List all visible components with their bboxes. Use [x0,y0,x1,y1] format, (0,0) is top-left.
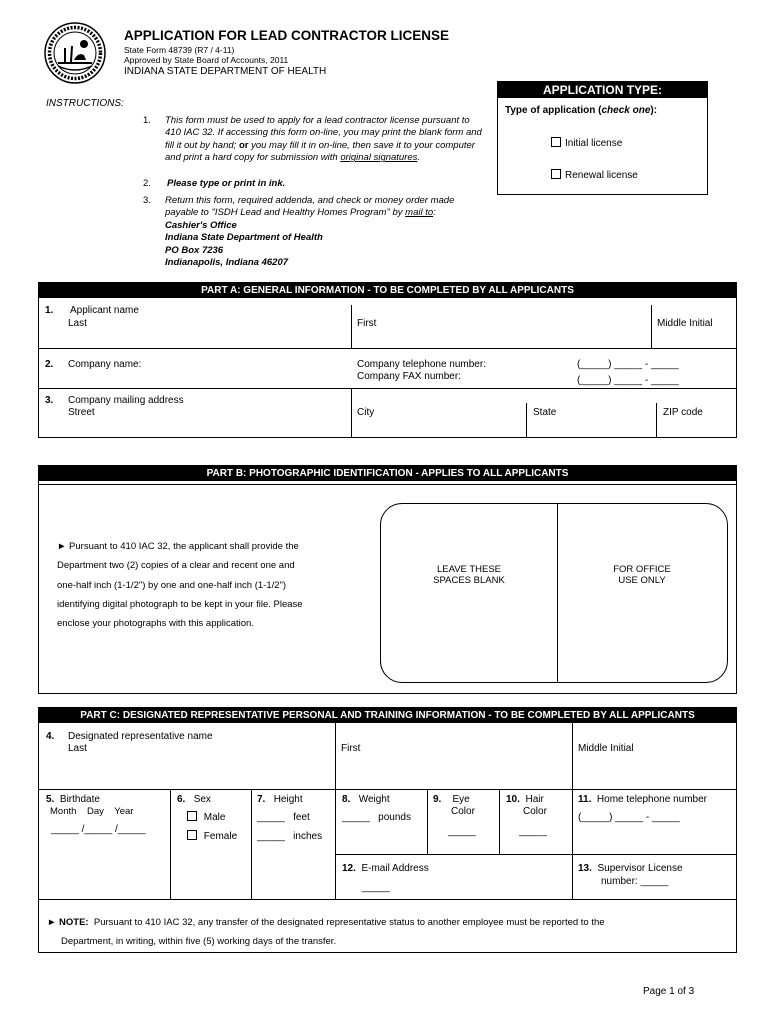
note-text: Pursuant to 410 IAC 32, any transfer of the designated representative status to another employee must be reported to the [93,917,605,928]
instructions-label: INSTRUCTIONS: [46,98,124,109]
application-type-box [497,81,708,195]
city-field[interactable]: City [357,407,375,418]
instruction-item-2: Please type or print in ink. [167,178,286,189]
instruction-item-1 [165,115,485,165]
instruction-text: you may fill it in on-line, then save it to your computer and print a hard copy for submission with [165,139,475,164]
part-a-section [38,282,737,438]
eye-color-label [433,794,470,805]
company-telephone-field[interactable]: (_____) _____ - _____ [577,359,679,370]
applicant-first-name-field[interactable]: First [357,318,377,329]
male-checkbox[interactable] [187,811,197,821]
weight-text: Weight [358,794,390,805]
initial-license-label: Initial license [565,138,623,149]
row-12-number: 12. [342,863,356,874]
weight-blank: _____ [342,812,370,823]
rep-middle-initial-field[interactable]: Middle Initial [578,743,634,754]
eye-color-text: Color [451,806,475,817]
applicant-name-label: Applicant name [70,305,139,316]
supervisor-license-label [578,863,683,874]
photo-instructions [57,537,303,633]
height-inches-field[interactable] [257,831,322,842]
photo-box [380,503,728,683]
mailing-address-label: Company mailing address [68,395,184,406]
prompt-check-one: check one [601,105,651,116]
hair-text: Hair [525,794,544,805]
instruction-item-3 [165,195,485,269]
email-label [342,863,429,874]
rep-last-name-field[interactable]: Last [68,743,87,754]
part-a-header: PART A: GENERAL INFORMATION - TO BE COMPLETED BY ALL APPLICANTS [39,283,736,298]
row-13-number: 13. [578,863,592,874]
street-field[interactable]: Street [68,407,95,418]
address-line: PO Box 7236 [165,244,224,256]
email-field[interactable]: _____ [362,882,390,893]
birthdate-text: Birthdate [59,794,100,805]
applicant-middle-initial-field[interactable]: Middle Initial [657,318,713,329]
row-11-number: 11. [578,794,592,805]
department-name: INDIANA STATE DEPARTMENT OF HEALTH [124,66,327,77]
address-line: Cashier's Office [165,219,237,231]
email-text: E-mail Address [361,863,429,874]
note-text: Department, in writing, within five (5) working days of the transfer. [61,936,337,947]
leave-blank-text: SPACES BLANK [433,575,505,586]
pounds-label: pounds [378,812,411,823]
rep-first-name-field[interactable]: First [341,743,361,754]
zip-code-field[interactable]: ZIP code [663,407,703,418]
sex-female-option[interactable] [187,830,237,842]
home-telephone-label [578,794,707,805]
birthdate-field[interactable]: _____ /_____ /_____ [51,824,146,835]
instruction-text: Return this form, required addenda, and check or money order made payable to "ISDH Lead and Healthy Homes Program" by [165,195,455,219]
row-3-number: 3. [45,395,54,406]
sex-male-option[interactable] [187,811,225,823]
prompt-text: ): [650,105,658,116]
sex-text: Sex [193,794,211,805]
representative-name-label: Designated representative name [68,731,213,742]
approval-line: Approved by State Board of Accounts, 2011 [124,55,289,65]
row-9-number: 9. [433,794,442,805]
address-line: Indiana State Department of Health [165,232,323,244]
renewal-license-label: Renewal license [565,170,638,181]
weight-label [342,794,390,805]
renewal-license-option[interactable] [551,169,638,181]
row-5-number: 5. [46,794,55,805]
instruction-or: or [238,139,249,151]
height-feet-field[interactable] [257,812,310,823]
photo-line: enclose your photographs with this application. [57,618,254,630]
male-label: Male [203,812,226,823]
hair-color-field[interactable]: _____ [519,826,547,837]
hair-color-text: Color [523,806,547,817]
row-2-number: 2. [45,359,54,370]
hair-color-label [506,794,544,805]
inches-label: inches [293,831,323,842]
weight-field[interactable] [342,812,411,823]
note-label: NOTE: [59,917,89,928]
instruction-mail-to: mail to [405,207,434,219]
female-label: Female [203,831,238,842]
company-telephone-label: Company telephone number: [357,359,486,370]
renewal-license-checkbox[interactable] [551,169,561,179]
application-type-header: APPLICATION TYPE: [498,82,707,98]
instruction-number: 3. [143,195,151,206]
birthdate-sublabels: Month Day Year [50,806,134,817]
instruction-number: 2. [143,178,151,189]
feet-blank: _____ [257,812,285,823]
bullet-icon: ► [47,917,57,928]
instruction-text: . [417,152,421,164]
page-number: Page 1 of 3 [643,986,695,997]
company-name-field[interactable]: Company name: [68,359,142,370]
inches-blank: _____ [257,831,285,842]
row-8-number: 8. [342,794,351,805]
row-7-number: 7. [257,794,266,805]
instruction-number: 1. [143,115,151,126]
transfer-note [47,913,737,951]
photo-left-panel [381,564,557,586]
eye-text: Eye [452,794,470,805]
address-line: Indianapolis, Indiana 46207 [165,257,289,269]
company-fax-field[interactable]: (_____) _____ - _____ [577,375,679,386]
bullet-icon: ► [57,541,67,552]
part-b-header: PART B: PHOTOGRAPHIC IDENTIFICATION - APPLIES TO ALL APPLICANTS [39,466,736,481]
company-fax-label: Company FAX number: [357,371,461,382]
instruction-original-signatures: original signatures [340,152,418,164]
row-1-number: 1. [45,305,54,316]
instruction-text: : [433,207,436,219]
part-b-section [38,465,737,694]
office-use-text: USE ONLY [618,575,666,586]
instruction-text: This form must be used to apply for a lead contractor license pursuant to 410 IAC 32. If accessing this form on-line, you may print the blank form and fill it out by hand; [165,115,482,151]
row-4-number: 4. [46,731,55,742]
photo-line: Pursuant to 410 IAC 32, the applicant shall provide the [69,541,299,552]
height-label [257,794,303,805]
state-field[interactable]: State [533,407,557,418]
part-c-section [38,707,737,953]
part-c-header: PART C: DESIGNATED REPRESENTATIVE PERSONAL AND TRAINING INFORMATION - TO BE COMPLETED BY ALL APPLICANTS [39,708,736,723]
photo-line: Department two (2) copies of a clear and recent one and [57,560,295,572]
height-text: Height [273,794,303,805]
supervisor-license-field[interactable]: number: _____ [601,876,669,887]
home-telephone-field[interactable]: (_____) _____ - _____ [578,812,680,823]
photo-right-panel [557,564,727,586]
birthdate-label [46,794,100,805]
state-seal-icon [44,22,106,84]
row-10-number: 10. [506,794,520,805]
eye-color-field[interactable]: _____ [448,826,476,837]
form-number: State Form 48739 (R7 / 4-11) [124,45,235,55]
feet-label: feet [293,812,310,823]
initial-license-checkbox[interactable] [551,137,561,147]
initial-license-option[interactable] [551,137,622,149]
sex-label [177,794,211,805]
row-6-number: 6. [177,794,186,805]
prompt-text: Type of application ( [505,105,602,116]
female-checkbox[interactable] [187,830,197,840]
home-telephone-text: Home telephone number [596,794,707,805]
photo-line: identifying digital photograph to be kept in your file. Please [57,598,303,610]
leave-blank-text: LEAVE THESE [436,564,502,575]
office-use-text: FOR OFFICE [613,564,671,575]
instructions-list [143,115,493,275]
applicant-last-name-field[interactable]: Last [68,318,87,329]
application-type-prompt [505,105,657,116]
supervisor-license-text: Supervisor License [597,863,683,874]
form-title: APPLICATION FOR LEAD CONTRACTOR LICENSE [124,28,450,43]
photo-line: one-half inch (1-1/2") by one and one-half inch (1-1/2") [57,579,287,591]
